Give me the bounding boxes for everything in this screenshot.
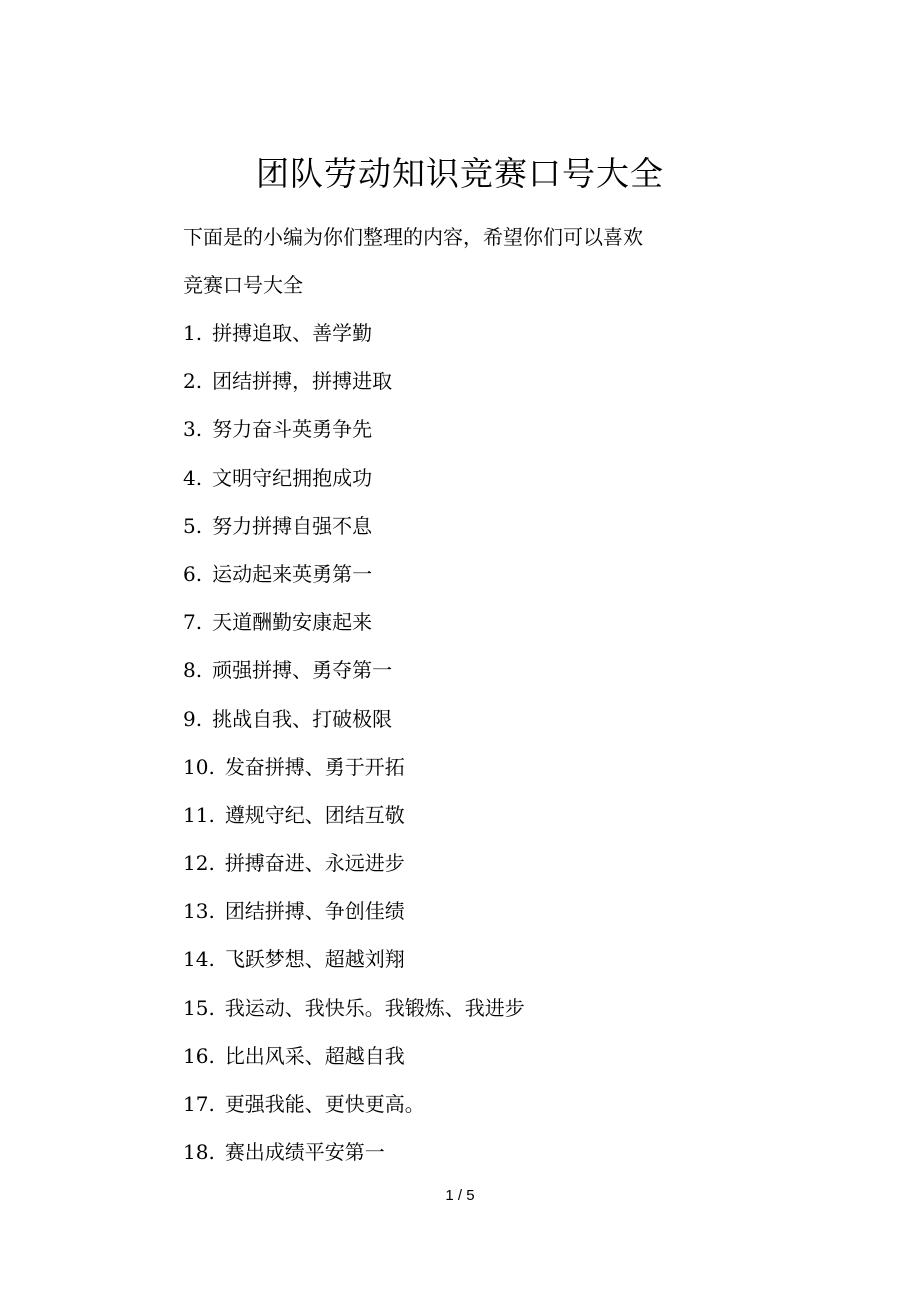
list-item — [183, 318, 525, 366]
item-text: 飞跃梦想、超越刘翔 — [224, 947, 405, 972]
item-text: 努力奋斗英勇争先 — [212, 417, 373, 442]
list-item — [183, 414, 525, 462]
item-text: 团结拼搏，拼搏进取 — [212, 369, 393, 394]
list-item — [183, 800, 525, 848]
item-number: 5. — [183, 513, 203, 538]
list-item — [183, 1137, 525, 1185]
item-number: 9. — [183, 706, 203, 731]
slogan-list — [183, 318, 525, 1185]
item-number: 6. — [183, 561, 203, 586]
item-text: 团结拼搏、争创佳绩 — [224, 899, 405, 924]
item-text: 文明守纪拥抱成功 — [212, 465, 373, 490]
list-item — [183, 993, 525, 1041]
item-text: 发奋拼搏、勇于开拓 — [224, 754, 405, 779]
item-number: 18. — [183, 1140, 215, 1165]
list-item — [183, 1041, 525, 1089]
item-number: 3. — [183, 417, 203, 442]
item-number: 12. — [183, 851, 215, 876]
list-item — [183, 559, 525, 607]
intro-text: 下面是的小编为你们整理的内容，希望你们可以喜欢 — [183, 225, 643, 249]
item-text: 运动起来英勇第一 — [212, 561, 373, 586]
page-title: 团队劳动知识竞赛口号大全 — [256, 154, 664, 193]
list-item — [183, 655, 525, 703]
item-text: 拼搏追取、善学勤 — [212, 321, 373, 345]
item-text: 遵规守纪、团结互敬 — [224, 802, 405, 827]
item-text: 更强我能、更快更高。 — [224, 1092, 425, 1116]
item-number: 2. — [183, 369, 203, 394]
item-number: 10. — [183, 754, 215, 779]
list-item — [183, 607, 525, 655]
list-item — [183, 848, 525, 896]
item-number: 16. — [183, 1043, 215, 1068]
item-text: 挑战自我、打破极限 — [212, 706, 393, 731]
item-number: 15. — [183, 995, 215, 1020]
item-number: 4. — [183, 465, 203, 490]
item-text: 努力拼搏自强不息 — [212, 513, 373, 538]
item-number: 11. — [183, 802, 215, 827]
item-text: 拼搏奋进、永远进步 — [224, 851, 405, 876]
page-indicator: 1 / 5 — [445, 1187, 475, 1204]
item-text: 赛出成绩平安第一 — [224, 1140, 385, 1165]
item-text: 我运动、我快乐。我锻炼、我进步 — [224, 995, 525, 1020]
section-heading: 竞赛口号大全 — [183, 273, 303, 297]
item-text: 顽强拼搏、勇夺第一 — [212, 658, 393, 683]
list-item — [183, 511, 525, 559]
item-number: 14. — [183, 947, 215, 972]
list-item — [183, 704, 525, 752]
list-item — [183, 366, 525, 414]
list-item — [183, 752, 525, 800]
item-number: 8. — [183, 658, 203, 683]
list-item — [183, 896, 525, 944]
item-number: 17. — [183, 1092, 215, 1116]
list-item — [183, 944, 525, 992]
item-text: 比出风采、超越自我 — [224, 1043, 405, 1068]
list-item — [183, 1089, 525, 1137]
item-number: 13. — [183, 899, 215, 924]
list-item — [183, 463, 525, 511]
item-text: 天道酬勤安康起来 — [212, 610, 373, 635]
item-number: 7. — [183, 610, 203, 635]
item-number: 1. — [183, 321, 203, 345]
